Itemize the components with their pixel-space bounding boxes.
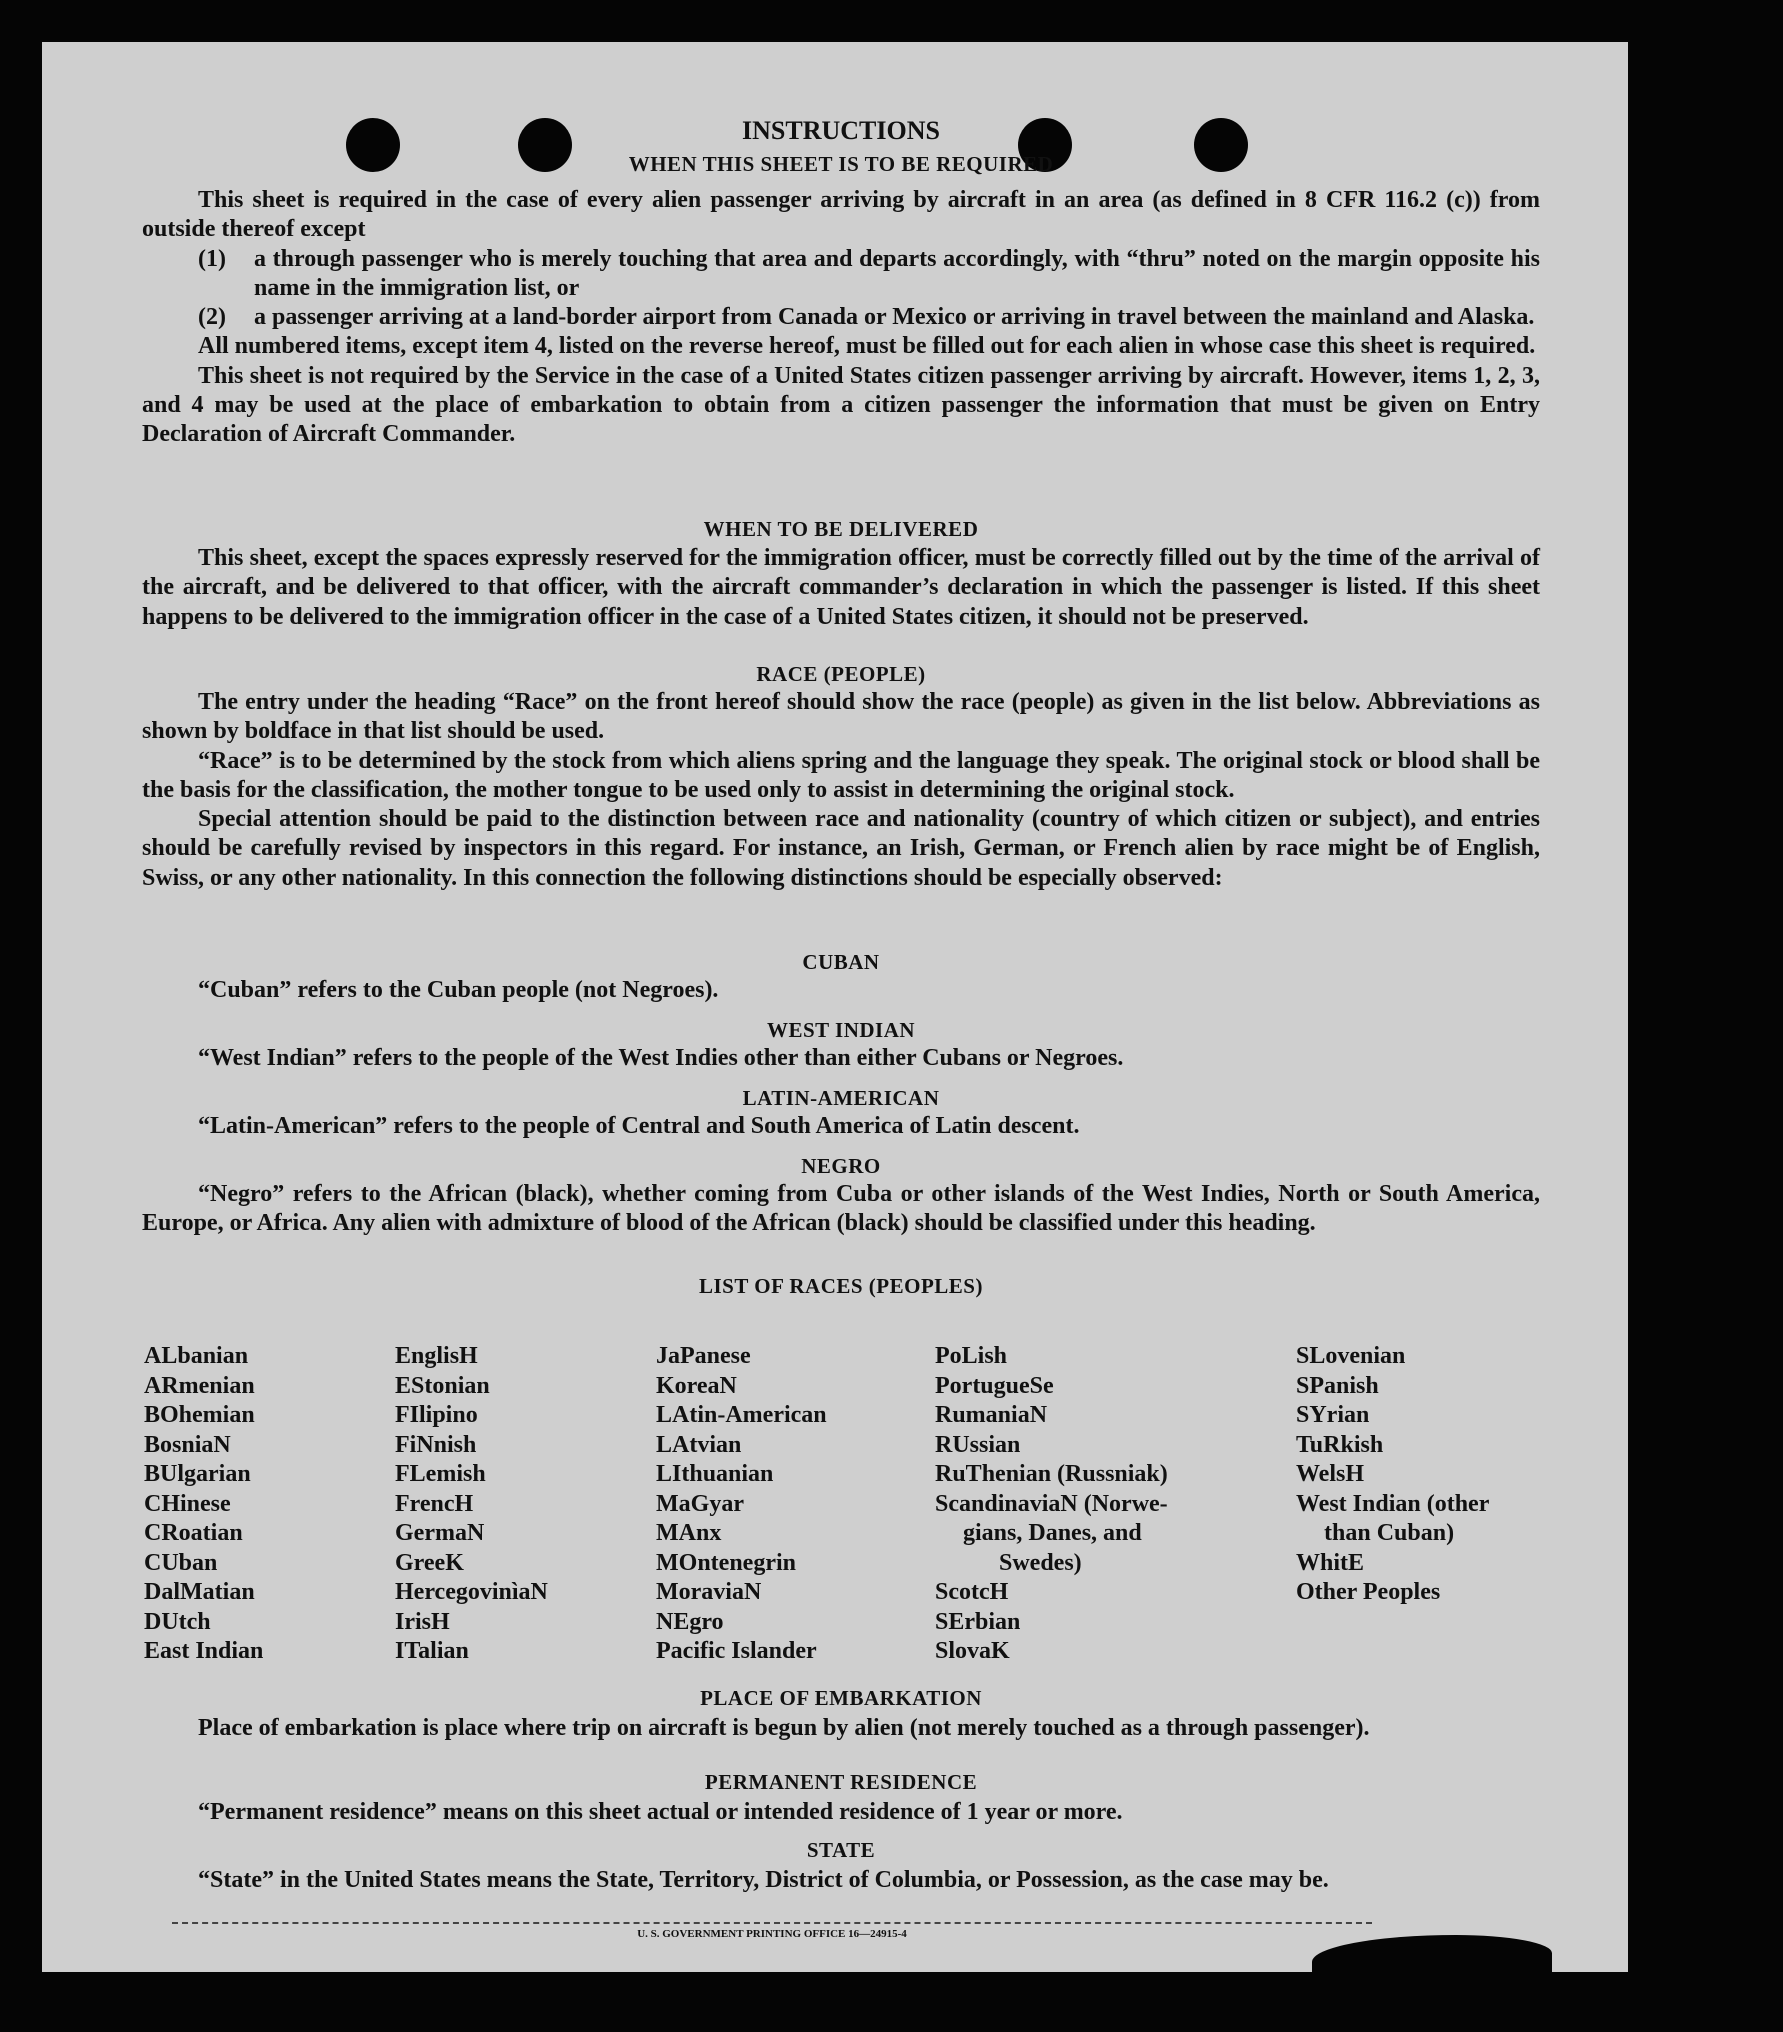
torn-corner	[1312, 1935, 1552, 1980]
paragraph: This sheet is not required by the Service in the case of a United States citizen passenger arriving by aircraft. However, items 1, 2, 3, and 4 may be used at the place of embarkation to obtain from a citizen passenger the information that must be given on Entry Declaration of Aircraft Commander.	[142, 362, 1540, 448]
paragraph: This sheet, except the spaces expressly reserved for the immigration officer, must be correctly filled out by the time of the arrival of the aircraft, and be delivered to that officer, with the aircraft commander’s declaration in which the passenger is listed. If this sheet happens to be delivered to the immigration officer in the case of a United States citizen, it should not be preserved.	[142, 545, 1540, 630]
race-item: FrencH	[395, 1490, 474, 1517]
list-number: (1)	[198, 245, 226, 272]
race-item: BUlgarian	[144, 1461, 251, 1487]
section-heading: PLACE OF EMBARKATION	[700, 1686, 982, 1710]
paragraph: This sheet is required in the case of every alien passenger arriving by aircraft in an area (as defined in 8 CFR 116.2 (c)) from outside thereof except	[142, 187, 1540, 243]
race-item: KoreaN	[656, 1372, 737, 1399]
races-column-4	[935, 1342, 1168, 1667]
paragraph: The entry under the heading “Race” on the front hereof should show the race (people) as given in the list below. Abbreviations as shown by boldface in that list should be used.	[142, 689, 1540, 745]
race-item: RuThenian (Russniak)	[935, 1461, 1168, 1487]
paragraph: “Latin-American” refers to the people of Central and South America of Latin descent.	[198, 1113, 1080, 1139]
race-item: than Cuban)	[1324, 1520, 1455, 1546]
race-item: MAnx	[656, 1520, 722, 1546]
race-item: SLovenian	[1296, 1343, 1406, 1369]
race-item: JaPanese	[656, 1343, 751, 1369]
race-item: EStonian	[395, 1372, 490, 1399]
race-item: SYrian	[1296, 1402, 1370, 1428]
section-heading: LIST OF RACES (PEOPLES)	[699, 1274, 983, 1298]
paragraph: “Race” is to be determined by the stock from which aliens spring and the language they speak. The original stock or blood shall be the basis for the classification, the mother tongue to be used only to assist in determining the original stock.	[142, 747, 1540, 803]
section-heading: WEST INDIAN	[766, 1018, 916, 1042]
race-item: MoraviaN	[656, 1579, 762, 1605]
race-item: WelsH	[1296, 1461, 1365, 1487]
section-heading: CUBAN	[802, 950, 880, 974]
race-item: SPanish	[1296, 1372, 1379, 1399]
document-sheet	[42, 42, 1628, 1972]
race-item: DalMatian	[144, 1579, 255, 1605]
race-section	[142, 688, 1540, 893]
races-column-2	[395, 1342, 548, 1667]
section-heading: NEGRO	[801, 1154, 881, 1178]
race-item: GreeK	[395, 1549, 464, 1576]
race-item: MaGyar	[656, 1490, 744, 1517]
printing-office-footer: U. S. GOVERNMENT PRINTING OFFICE 16—24915-4	[172, 1922, 1372, 1940]
race-item: BosniaN	[144, 1431, 231, 1458]
race-item: TuRkish	[1296, 1431, 1384, 1458]
paragraph: Special attention should be paid to the distinction between race and nationality (country of which citizen or subject), and entries should be carefully revised by inspectors in this regard. For instance, an Irish, German, or French alien by race might be of English, Swiss, or any other nationality. In this connection the following distinctions should be especially observed:	[142, 806, 1540, 891]
race-item: CRoatian	[144, 1520, 243, 1546]
race-item: Pacific Islander	[656, 1638, 817, 1664]
race-item: MOntenegrin	[656, 1549, 796, 1576]
race-item: HercegovinìaN	[395, 1579, 548, 1605]
race-item: LIthuanian	[656, 1461, 774, 1487]
race-item: RUssian	[935, 1431, 1021, 1458]
race-item: ScotcH	[935, 1579, 1009, 1605]
race-item: GermaN	[395, 1520, 485, 1546]
when-required-section	[142, 186, 1540, 450]
race-item: CHinese	[144, 1490, 231, 1517]
race-item: ScandinaviaN (Norwe-	[935, 1490, 1168, 1517]
races-column-3	[656, 1342, 827, 1667]
race-item: IrisH	[395, 1608, 450, 1635]
section-heading: WHEN THIS SHEET IS TO BE REQUIRED	[628, 152, 1054, 176]
race-item: ARmenian	[144, 1372, 255, 1399]
race-item: EnglisH	[395, 1343, 478, 1369]
race-item: ITalian	[395, 1638, 469, 1664]
paragraph: “Permanent residence” means on this sheet actual or intended residence of 1 year or more.	[198, 1799, 1123, 1825]
race-item: ALbanian	[144, 1343, 249, 1369]
races-column-1	[144, 1342, 263, 1667]
race-item: PortugueSe	[935, 1372, 1054, 1399]
race-item: FiNnish	[395, 1431, 477, 1458]
race-item: FIlipino	[395, 1402, 478, 1428]
section-heading: PERMANENT RESIDENCE	[704, 1770, 978, 1794]
section-heading: STATE	[806, 1838, 876, 1862]
paragraph: Place of embarkation is place where trip on aircraft is begun by alien (not merely touched as a through passenger).	[198, 1715, 1370, 1741]
section-heading: WHEN TO BE DELIVERED	[703, 517, 979, 541]
race-item: SErbian	[935, 1608, 1021, 1635]
race-item: BOhemian	[144, 1402, 255, 1428]
race-item: LAtin-American	[656, 1402, 827, 1428]
paragraph: “Cuban” refers to the Cuban people (not Negroes).	[198, 977, 719, 1003]
list-item	[142, 303, 1540, 332]
paragraph: All numbered items, except item 4, listed on the reverse hereof, must be filled out for each alien in whose case this sheet is required.	[198, 333, 1536, 360]
race-item: LAtvian	[656, 1431, 742, 1458]
section-heading: RACE (PEOPLE)	[756, 662, 926, 686]
race-item: CUban	[144, 1549, 218, 1576]
race-item: PoLish	[935, 1343, 1008, 1369]
page-title: INSTRUCTIONS	[742, 116, 940, 145]
paragraph: “Negro” refers to the African (black), whether coming from Cuba or other islands of the West Indies, North or South America, Europe, or Africa. Any alien with admixture of blood of the African (black) should be classified under this heading.	[142, 1181, 1540, 1237]
list-item	[142, 245, 1540, 304]
list-text: a passenger arriving at a land-border airport from Canada or Mexico or arriving in travel between the mainland and Alaska.	[254, 304, 1535, 331]
race-item: DUtch	[144, 1608, 211, 1635]
race-item: Other Peoples	[1296, 1579, 1441, 1605]
race-item: RumaniaN	[935, 1402, 1048, 1428]
race-item: NEgro	[656, 1608, 724, 1635]
list-text: a through passenger who is merely touching that area and departs accordingly, with “thru” noted on the margin opposite his name in the immigration list, or	[254, 245, 1540, 301]
race-item: WhitE	[1296, 1549, 1365, 1576]
race-item: Swedes)	[999, 1549, 1082, 1576]
race-item: gians, Danes, and	[963, 1520, 1142, 1546]
paragraph: “West Indian” refers to the people of the West Indies other than either Cubans or Negroes.	[198, 1045, 1124, 1071]
when-delivered-section	[142, 544, 1540, 632]
race-item: SlovaK	[935, 1638, 1010, 1664]
races-column-5	[1296, 1342, 1489, 1608]
race-item: East Indian	[144, 1638, 264, 1664]
race-item: West Indian (other	[1296, 1490, 1490, 1517]
section-heading: LATIN-AMERICAN	[742, 1086, 940, 1110]
list-number: (2)	[198, 304, 226, 331]
race-item: FLemish	[395, 1461, 486, 1487]
paragraph: “State” in the United States means the State, Territory, District of Columbia, or Possession, as the case may be.	[198, 1867, 1329, 1893]
